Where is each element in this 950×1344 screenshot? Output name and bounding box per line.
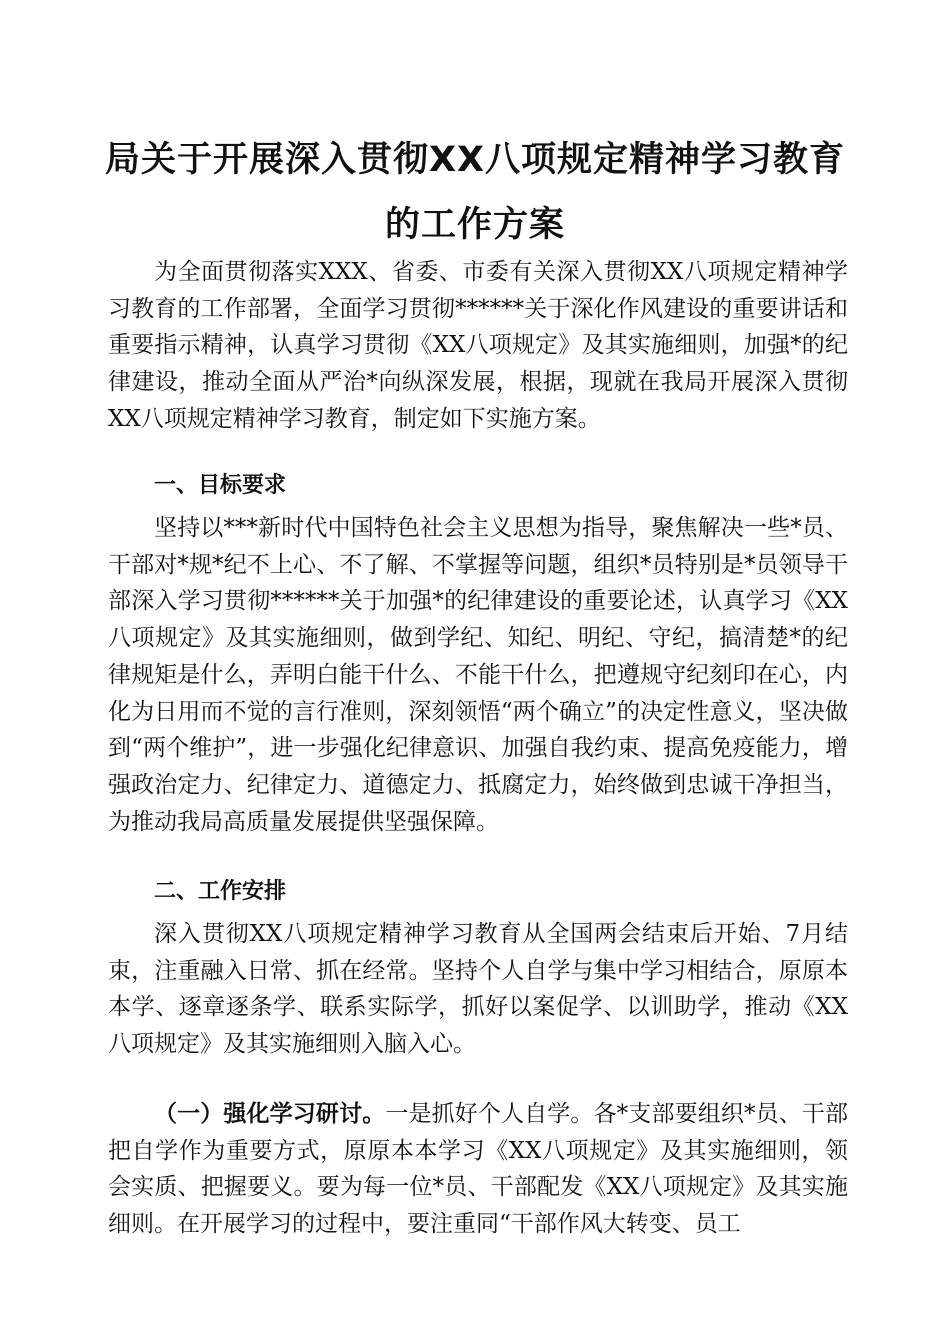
document-title-line-2: 的工作方案 — [384, 205, 565, 245]
section-heading-arrangement: 二、工作安排 — [154, 879, 287, 904]
document-title-line-1: 局关于开展深入贯彻XX八项规定精神学习教育 — [105, 140, 845, 180]
subsection-study-paragraph — [108, 1096, 848, 1243]
section-heading-goals: 一、目标要求 — [154, 473, 287, 498]
section-arrangement-paragraph: 深入贯彻XX八项规定精神学习教育从全国两会结束后开始、7月结束，注重融入日常、抓在经常。坚持个人自学与集中学习相结合，原原本本学、逐章逐条学、联系实际学，抓好以案促学、以训助学，推动《XX八项规定》及其实施细则入脑入心。 — [108, 921, 848, 1058]
subsection-study-label: （一）强化学习研讨。 — [154, 1101, 386, 1127]
subsection-study-body: 一是抓好个人自学。各*支部要组织*员、干部把自学作为重要方式，原原本本学习《XX八项规定》及其实施细则，领会实质、把握要义。要为每一位*员、干部配发《XX八项规定》及其实施细则。在开展学习的过程中，要注重同“干部作风大转变、员工 — [108, 1101, 849, 1238]
section-goals-paragraph: 坚持以***新时代中国特色社会主义思想为指导，聚焦解决一些*员、干部对*规*纪不上心、不了解、不掌握等问题，组织*员特别是*员领导干部深入学习贯彻******关于加强*的纪律建设的重要论述，认真学习《XX八项规定》及其实施细则，做到学纪、知纪、明纪、守纪，搞清楚*的纪律规矩是什么，弄明白能干什么、不能干什么，把遵规守纪刻印在心，内化为日用而不觉的言行准则，深刻领悟“两个确立”的决定性意义，坚决做到“两个维护”，进一步强化纪律意识、加强自我约束、提高免疫能力，增强政治定力、纪律定力、道德定力、抵腐定力，始终做到忠诚干净担当，为推动我局高质量发展提供坚强保障。 — [108, 515, 848, 835]
intro-paragraph: 为全面贯彻落实XXX、省委、市委有关深入贯彻XX八项规定精神学习教育的工作部署，全面学习贯彻******关于深化作风建设的重要讲话和重要指示精神，认真学习贯彻《XX八项规定》及其实施细则，加强*的纪律建设，推动全面从严治*向纵深发展，根据，现就在我局开展深入贯彻XX八项规定精神学习教育，制定如下实施方案。 — [108, 259, 848, 432]
